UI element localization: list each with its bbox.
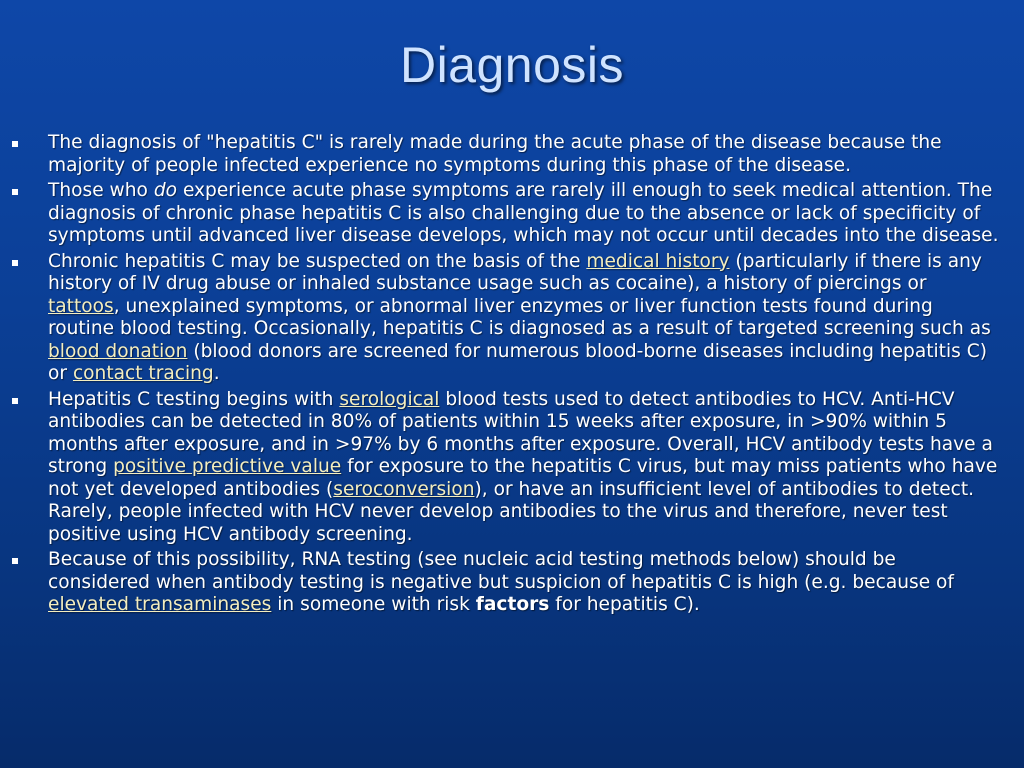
bullet-item (10, 132, 1000, 177)
bullet-item (10, 549, 1000, 617)
bullet-text (48, 251, 991, 385)
bullet-item (10, 251, 1000, 386)
text-run: . (213, 363, 220, 384)
text-run: Because of this possibility, RNA testing (see nucleic acid testing methods below) should be considered when antibody testing is negative but suspicion of hepatitis C is high (e.g. because of (48, 549, 954, 593)
square-bullet-icon (12, 189, 18, 195)
text-run: ), or have an insufficient level of antibodies to detect. Rarely, people infected with HCV never develop antibodies to the virus and therefore, never test positive using HCV antibody screening. (48, 478, 975, 545)
link-elevated-transaminases[interactable]: elevated transaminases (48, 594, 272, 615)
bullet-text (48, 180, 999, 246)
slide-title: Diagnosis (399, 37, 625, 93)
link-tattoos[interactable]: tattoos (48, 295, 114, 317)
square-bullet-icon (12, 141, 18, 147)
text-run: Those who (48, 180, 154, 201)
square-bullet-icon (12, 260, 18, 266)
text-run: experience acute phase symptoms are rarely ill enough to seek medical attention. The diagnosis of chronic phase hepatitis C is also challenging due to the absence or lack of specificity of symptoms until advanced liver disease develops, which may not occur until decades into the disease. (48, 180, 999, 246)
link-positive-predictive-value[interactable]: positive predictive value (113, 456, 342, 477)
bold-text: factors (475, 594, 550, 615)
bullet-text (48, 389, 997, 545)
text-run: (blood donors are screened for numerous blood-borne diseases including hepatitis C) or (48, 340, 987, 384)
bullet-text (48, 549, 954, 615)
text-run: , unexplained symptoms, or abnormal liver enzymes or liver function tests found during routine blood testing. Occasionally, hepatitis C is diagnosed as a result of targeted screening such as (48, 295, 991, 339)
bullet-text (48, 132, 942, 176)
text-run: for hepatitis C). (549, 594, 700, 615)
bullet-list (10, 132, 1000, 620)
text-run: (particularly if there is any history of IV drug abuse or inhaled substance usage such as cocaine), a history of piercings or (48, 250, 982, 294)
text-run: Chronic hepatitis C may be suspected on the basis of the (48, 250, 587, 272)
link-contact-tracing[interactable]: contact tracing (72, 363, 214, 384)
link-serological[interactable]: serological (339, 388, 440, 410)
text-run: for exposure to the hepatitis C virus, but may miss patients who have not yet developed antibodies ( (48, 456, 998, 500)
link-medical-history[interactable]: medical history (586, 250, 730, 272)
emphasis-text: do (153, 180, 178, 201)
square-bullet-icon (12, 398, 18, 404)
text-run: The diagnosis of "hepatitis C" is rarely made during the acute phase of the disease because the majority of people infected experience no symptoms during this phase of the disease. (48, 132, 942, 176)
square-bullet-icon (12, 558, 18, 564)
text-run: Hepatitis C testing begins with (48, 388, 340, 410)
text-run: blood tests used to detect antibodies to HCV. Anti-HCV antibodies can be detected in 80% of patients within 15 weeks after exposure, in >90% within 5 months after exposure, and in >97% by 6 months after exposure. Overall, HCV antibody tests have a strong (48, 388, 993, 477)
link-blood-donation[interactable]: blood donation (48, 340, 188, 362)
text-run: in someone with risk (271, 594, 476, 615)
bullet-item (10, 389, 1000, 547)
bullet-item (10, 180, 1000, 248)
link-seroconversion[interactable]: seroconversion (333, 478, 475, 500)
